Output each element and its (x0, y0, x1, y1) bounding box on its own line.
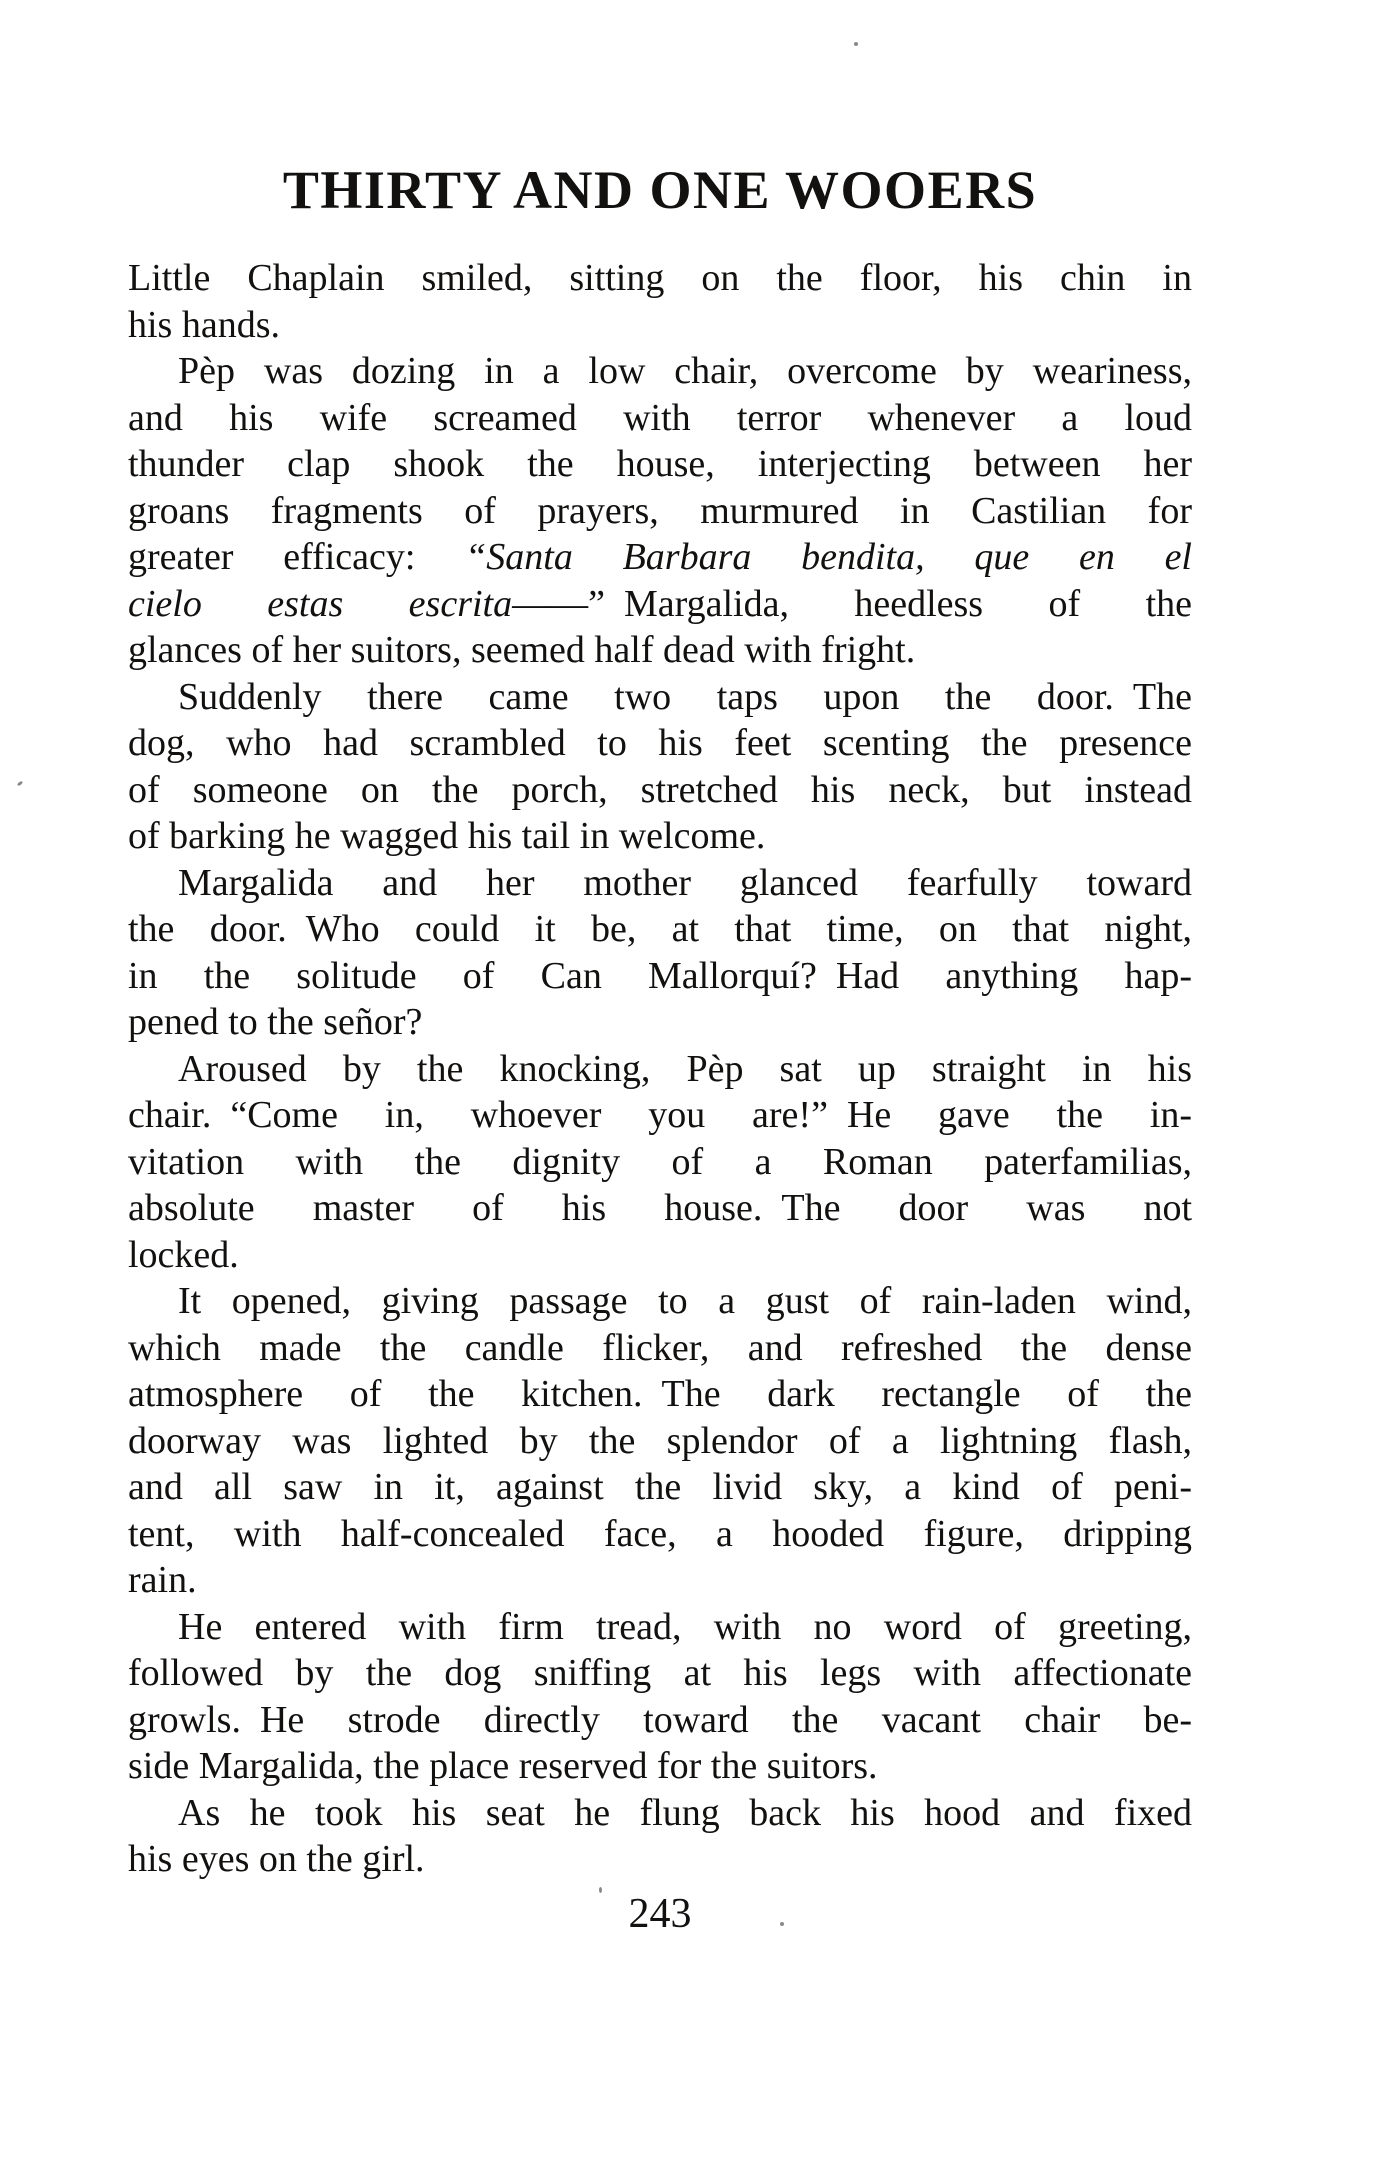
text-line (128, 534, 1192, 581)
text-segment: of someone on the porch, stretched his neck, but instead (128, 768, 1192, 811)
scan-speck (854, 42, 858, 46)
text-line (128, 1139, 1192, 1186)
text-segment: the door. Who could it be, at that time, on that night, (128, 908, 1192, 950)
text-segment: Little Chaplain smiled, sitting on the floor, his chin in (128, 257, 1192, 299)
text-segment: pened to the señor? (128, 1001, 423, 1043)
text-segment: side Margalida, the place reserved for the suitors. (128, 1745, 878, 1787)
text-line (128, 860, 1192, 907)
text-segment: growls. He strode directly toward the vacant chair be- (128, 1698, 1192, 1741)
text-segment: groans fragments of prayers, murmured in Castilian for (128, 489, 1192, 532)
text-segment: locked. (128, 1233, 239, 1276)
chapter-title: THIRTY AND ONE WOOERS (282, 160, 1038, 220)
text-segment: ——” Margalida, heedless of the (512, 582, 1192, 625)
text-line (128, 302, 1192, 349)
scan-speck (17, 781, 24, 787)
text-segment: It opened, giving passage to a gust of rain-laden wind, (178, 1280, 1192, 1322)
text-line (128, 953, 1192, 1000)
text-line (128, 1511, 1192, 1558)
text-line (128, 348, 1192, 395)
text-line (128, 767, 1192, 814)
text-segment: chair. “Come in, whoever you are!” He gave the in- (128, 1094, 1192, 1136)
text-segment: Suddenly there came two taps upon the door. The (178, 675, 1192, 718)
italic-text-segment: “Santa Barbara bendita, que en el (465, 536, 1192, 578)
text-line (128, 1418, 1192, 1465)
text-segment: his eyes on the girl. (128, 1838, 425, 1880)
text-line (128, 395, 1192, 442)
text-line (128, 1697, 1192, 1744)
text-segment: tent, with half-concealed face, a hooded figure, dripping (128, 1512, 1192, 1555)
text-segment: absolute master of his house. The door was not (128, 1187, 1192, 1229)
text-line (128, 813, 1192, 860)
text-segment: greater efficacy: (128, 536, 466, 578)
text-segment: Pèp was dozing in a low chair, overcome by weariness, (178, 350, 1192, 392)
text-line (128, 720, 1192, 767)
text-line (128, 1232, 1192, 1279)
text-line (128, 1604, 1192, 1651)
text-segment: his hands. (128, 303, 280, 346)
text-line (128, 488, 1192, 535)
text-line (128, 1557, 1192, 1604)
text-line (128, 1743, 1192, 1790)
text-segment: vitation with the dignity of a Roman paterfamilias, (128, 1140, 1192, 1183)
text-segment: followed by the dog sniffing at his legs with affectionate (128, 1652, 1192, 1694)
text-segment: doorway was lighted by the splendor of a lightning flash, (128, 1419, 1192, 1462)
text-line (128, 1046, 1192, 1093)
text-line (128, 1092, 1192, 1139)
text-segment: in the solitude of Can Mallorquí? Had anything hap- (128, 954, 1192, 997)
text-line (128, 255, 1192, 302)
text-segment: glances of her suitors, seemed half dead with fright. (128, 629, 916, 671)
text-segment: He entered with firm tread, with no word of greeting, (178, 1605, 1192, 1648)
text-segment: of barking he wagged his tail in welcome. (128, 815, 766, 857)
text-line (128, 999, 1192, 1046)
text-line (128, 906, 1192, 953)
text-segment: atmosphere of the kitchen. The dark rectangle of the (128, 1373, 1192, 1415)
text-line (128, 1650, 1192, 1697)
text-line (128, 1371, 1192, 1418)
text-segment: and his wife screamed with terror whenever a loud (128, 396, 1192, 439)
text-line (128, 1325, 1192, 1372)
text-segment: which made the candle flicker, and refreshed the dense (128, 1326, 1192, 1369)
text-line (128, 674, 1192, 721)
body-text (128, 255, 1192, 1883)
text-line (128, 1278, 1192, 1325)
text-segment: As he took his seat he flung back his hood and fixed (178, 1791, 1192, 1834)
text-segment: dog, who had scrambled to his feet scenting the presence (128, 722, 1192, 764)
text-line (128, 1185, 1192, 1232)
text-segment: Margalida and her mother glanced fearfully toward (178, 861, 1192, 904)
text-segment: rain. (128, 1559, 197, 1601)
text-line (128, 1836, 1192, 1883)
text-segment: Aroused by the knocking, Pèp sat up straight in his (178, 1047, 1192, 1090)
text-segment: thunder clap shook the house, interjecting between her (128, 443, 1192, 485)
text-line (128, 1790, 1192, 1837)
text-line (128, 581, 1192, 628)
text-line (128, 441, 1192, 488)
text-line (128, 627, 1192, 674)
text-segment: and all saw in it, against the livid sky, a kind of peni- (128, 1466, 1192, 1508)
italic-text-segment: cielo estas escrita (128, 582, 513, 625)
page-number: 243 (628, 1891, 692, 1937)
text-line (128, 1464, 1192, 1511)
